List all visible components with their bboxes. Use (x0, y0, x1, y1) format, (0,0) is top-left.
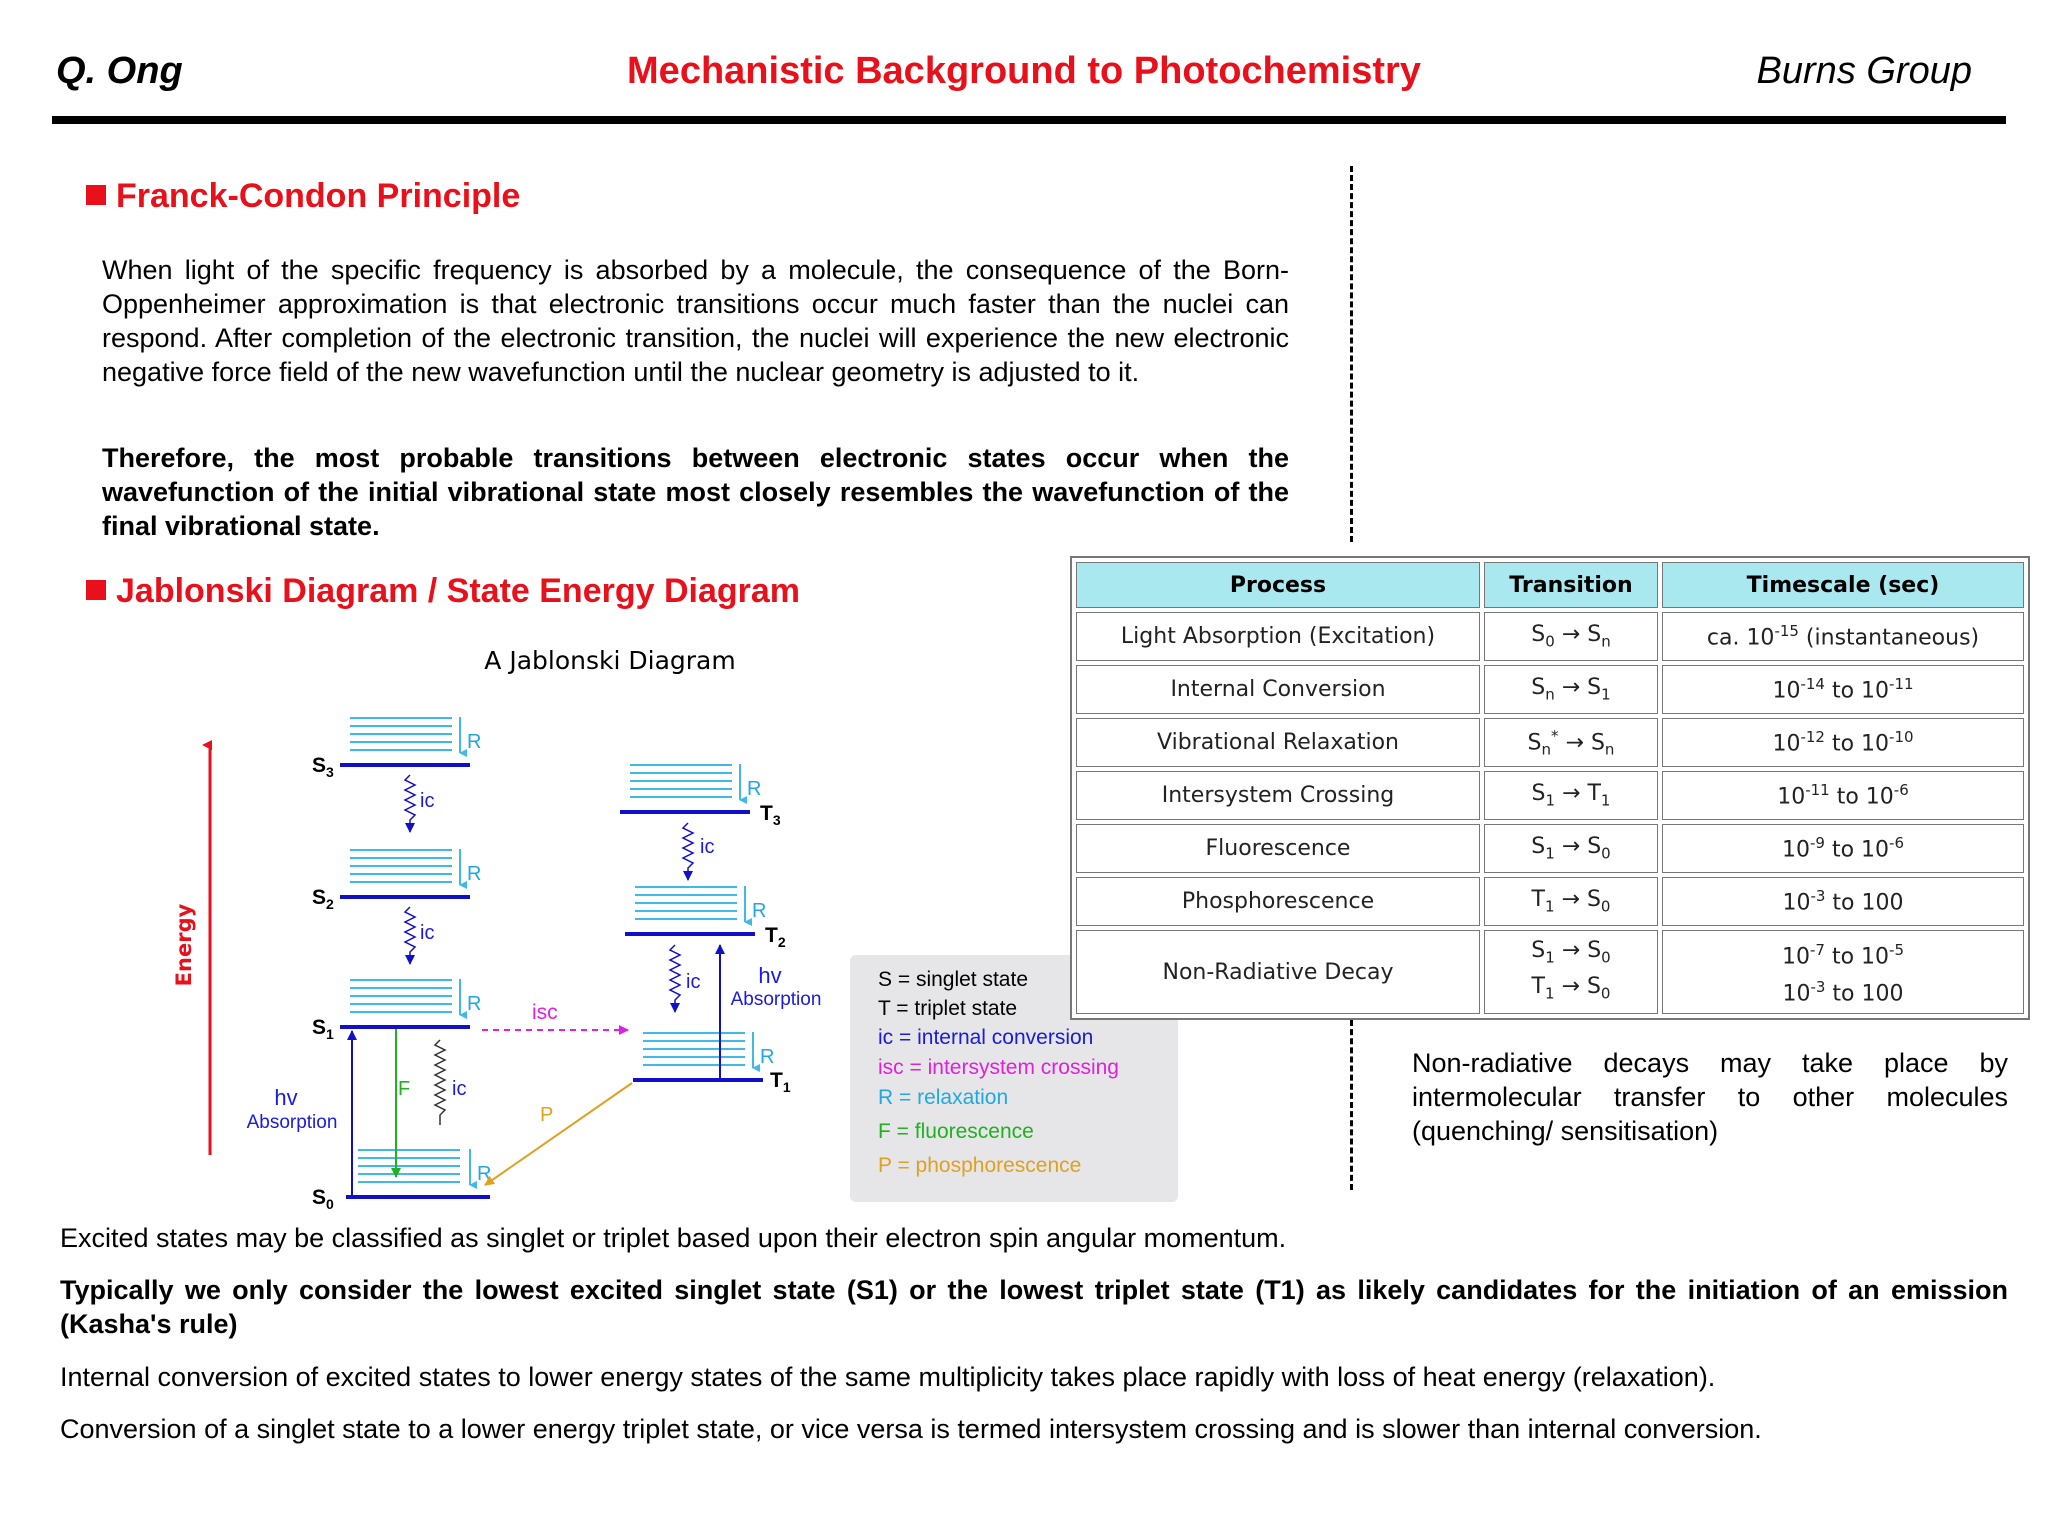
s2-ic-arrow (405, 907, 415, 964)
cell-process: Intersystem Crossing (1076, 771, 1480, 820)
table-row (1076, 930, 2024, 1014)
page-title: Mechanistic Background to Photochemistry (627, 50, 1421, 92)
cell-transition: $S_1 \to S_0$ (1484, 824, 1658, 873)
table-row (1076, 612, 2024, 661)
timescale-table (1070, 556, 2030, 1020)
s3-label: $S_3$ (312, 754, 334, 780)
franck-condon-heading-text: Franck-Condon Principle (116, 177, 521, 215)
legend-item: isc = intersystem crossing (878, 1056, 1119, 1079)
cell-timescale: ca. $10^{-15}$ (instantaneous) (1662, 612, 2024, 661)
t1-vibrational-levels (643, 1033, 745, 1065)
s3-ic-label: ic (420, 790, 435, 812)
cell-process: Light Absorption (Excitation) (1076, 612, 1480, 661)
legend-item: T = triplet state (878, 997, 1018, 1020)
cell-process: Vibrational Relaxation (1076, 718, 1480, 767)
t3-ic-arrow (683, 823, 693, 880)
bullet-square-icon (86, 185, 106, 205)
divider-bottom (1350, 1020, 1353, 1190)
table-row (1076, 824, 2024, 873)
cell-timescale: $10^{-14}$ to $10^{-11}$ (1662, 665, 2024, 714)
energy-label: Energy (172, 903, 196, 987)
t2-ic-label: ic (686, 971, 701, 993)
fluorescence-label: F (398, 1078, 411, 1100)
s0-relax-label: R (477, 1163, 492, 1185)
phosphorescence-arrow (485, 1083, 632, 1185)
s1-vibrational-levels (350, 980, 452, 1012)
t2-relax-label: R (752, 900, 767, 922)
group-name: Burns Group (1756, 50, 1972, 92)
jablonski-title: A Jablonski Diagram (484, 646, 736, 675)
col-header-transition: Transition (1484, 562, 1658, 608)
cell-transition: $S_n^* \to S_n$ (1484, 718, 1658, 767)
cell-transition: $S_0 \to S_n$ (1484, 612, 1658, 661)
legend-item: R = relaxation (878, 1086, 1009, 1109)
t3-ic-label: ic (700, 836, 715, 858)
s3-vibrational-levels (350, 718, 452, 750)
cell-timescale: $10^{-9}$ to $10^{-6}$ (1662, 824, 2024, 873)
s2-ic-label: ic (420, 922, 435, 944)
legend-item: F = fluorescence (878, 1120, 1034, 1143)
cell-process: Non-Radiative Decay (1076, 930, 1480, 1014)
t1-label: $T_1$ (770, 1069, 791, 1095)
franck-condon-paragraph: When light of the specific frequency is absorbed by a molecule, the consequence of the Born-Oppenheimer approximation is that electronic transitions occur much faster than the nuclei can respond. After completion of the electronic transition, the nuclei will experience the new electronic negative force field of the new wavefunction until the nuclear geometry is adjusted to it. (102, 255, 1289, 387)
t3-vibrational-levels (630, 765, 732, 797)
isc-label: isc (532, 1001, 558, 1024)
s0-label: $S_0$ (312, 1186, 334, 1210)
s0-vibrational-levels (358, 1150, 460, 1182)
col-header-process: Process (1076, 562, 1480, 608)
t3-label: $T_3$ (760, 802, 781, 828)
t3-relax-label: R (747, 778, 762, 800)
cell-timescale: $10^{-12}$ to $10^{-10}$ (1662, 718, 2024, 767)
s2-relax-label: R (467, 863, 482, 885)
footer-line-2: Typically we only consider the lowest excited singlet state (S1) or the lowest triplet state (T1) as likely candidates for the initiation of an emission (Kasha's rule) (60, 1275, 2008, 1339)
franck-condon-heading (86, 177, 520, 216)
triplet-absorption-label: Absorption (730, 989, 822, 1010)
triplet-hv-label: hv (758, 963, 782, 988)
phosphorescence-label: P (540, 1104, 554, 1126)
franck-condon-bold-paragraph: Therefore, the most probable transitions between electronic states occur when the wavefunction of the initial vibrational state most closely resembles the wavefunction of the final vibrational state. (102, 443, 1289, 541)
footer-line-4: Conversion of a singlet state to a lower energy triplet state, or vice versa is termed intersystem crossing and is slower than internal conversion. (60, 1414, 1762, 1444)
author-name: Q. Ong (56, 50, 183, 92)
header-rule (52, 116, 2006, 124)
s2-vibrational-levels (350, 850, 452, 882)
cell-process: Internal Conversion (1076, 665, 1480, 714)
s1-ic-arrow (435, 1040, 445, 1125)
table-row (1076, 665, 2024, 714)
legend-item: S = singlet state (878, 968, 1029, 991)
t2-label: $T_2$ (765, 924, 786, 950)
bullet-square-icon (86, 580, 106, 600)
jablonski-heading-text: Jablonski Diagram / State Energy Diagram (116, 572, 801, 610)
s1-label: $S_1$ (312, 1016, 334, 1042)
t2-vibrational-levels (635, 887, 737, 919)
cell-transition: $S_1 \to S_0$ $T_1 \to S_0$ (1484, 930, 1658, 1014)
t2-ic-arrow (670, 945, 680, 1012)
legend-item: P = phosphorescence (878, 1154, 1082, 1177)
cell-transition: $T_1 \to S_0$ (1484, 877, 1658, 926)
absorption-label: Absorption (246, 1112, 338, 1133)
cell-transition: $S_1 \to T_1$ (1484, 771, 1658, 820)
t1-relax-label: R (760, 1046, 775, 1068)
jablonski-diagram (90, 605, 1180, 1210)
col-header-timescale: Timescale (sec) (1662, 562, 2024, 608)
table-row (1076, 718, 2024, 767)
footer-line-1: Excited states may be classified as singlet or triplet based upon their electron spin angular momentum. (60, 1223, 1287, 1253)
s3-ic-arrow (405, 775, 415, 832)
cell-timescale: $10^{-7}$ to $10^{-5}$ $10^{-3}$ to 100 (1662, 930, 2024, 1014)
legend-item: ic = internal conversion (878, 1026, 1094, 1049)
table-row (1076, 877, 2024, 926)
cell-process: Phosphorescence (1076, 877, 1480, 926)
footer-line-3: Internal conversion of excited states to lower energy states of the same multiplicity takes place rapidly with loss of heat energy (relaxation). (60, 1362, 1716, 1392)
table-row (1076, 771, 2024, 820)
cell-timescale: $10^{-11}$ to $10^{-6}$ (1662, 771, 2024, 820)
s1-ic-label: ic (452, 1078, 467, 1100)
absorption-hv-label: hv (274, 1085, 298, 1110)
cell-transition: $S_n \to S_1$ (1484, 665, 1658, 714)
s2-label: $S_2$ (312, 886, 334, 912)
cell-process: Fluorescence (1076, 824, 1480, 873)
s3-relax-label: R (467, 731, 482, 753)
cell-timescale: $10^{-3}$ to 100 (1662, 877, 2024, 926)
divider-top (1350, 166, 1353, 542)
nonrad-note: Non-radiative decays may take place by intermolecular transfer to other molecules (quenching/ sensitisation) (1412, 1048, 2008, 1146)
s1-relax-label: R (467, 993, 482, 1015)
